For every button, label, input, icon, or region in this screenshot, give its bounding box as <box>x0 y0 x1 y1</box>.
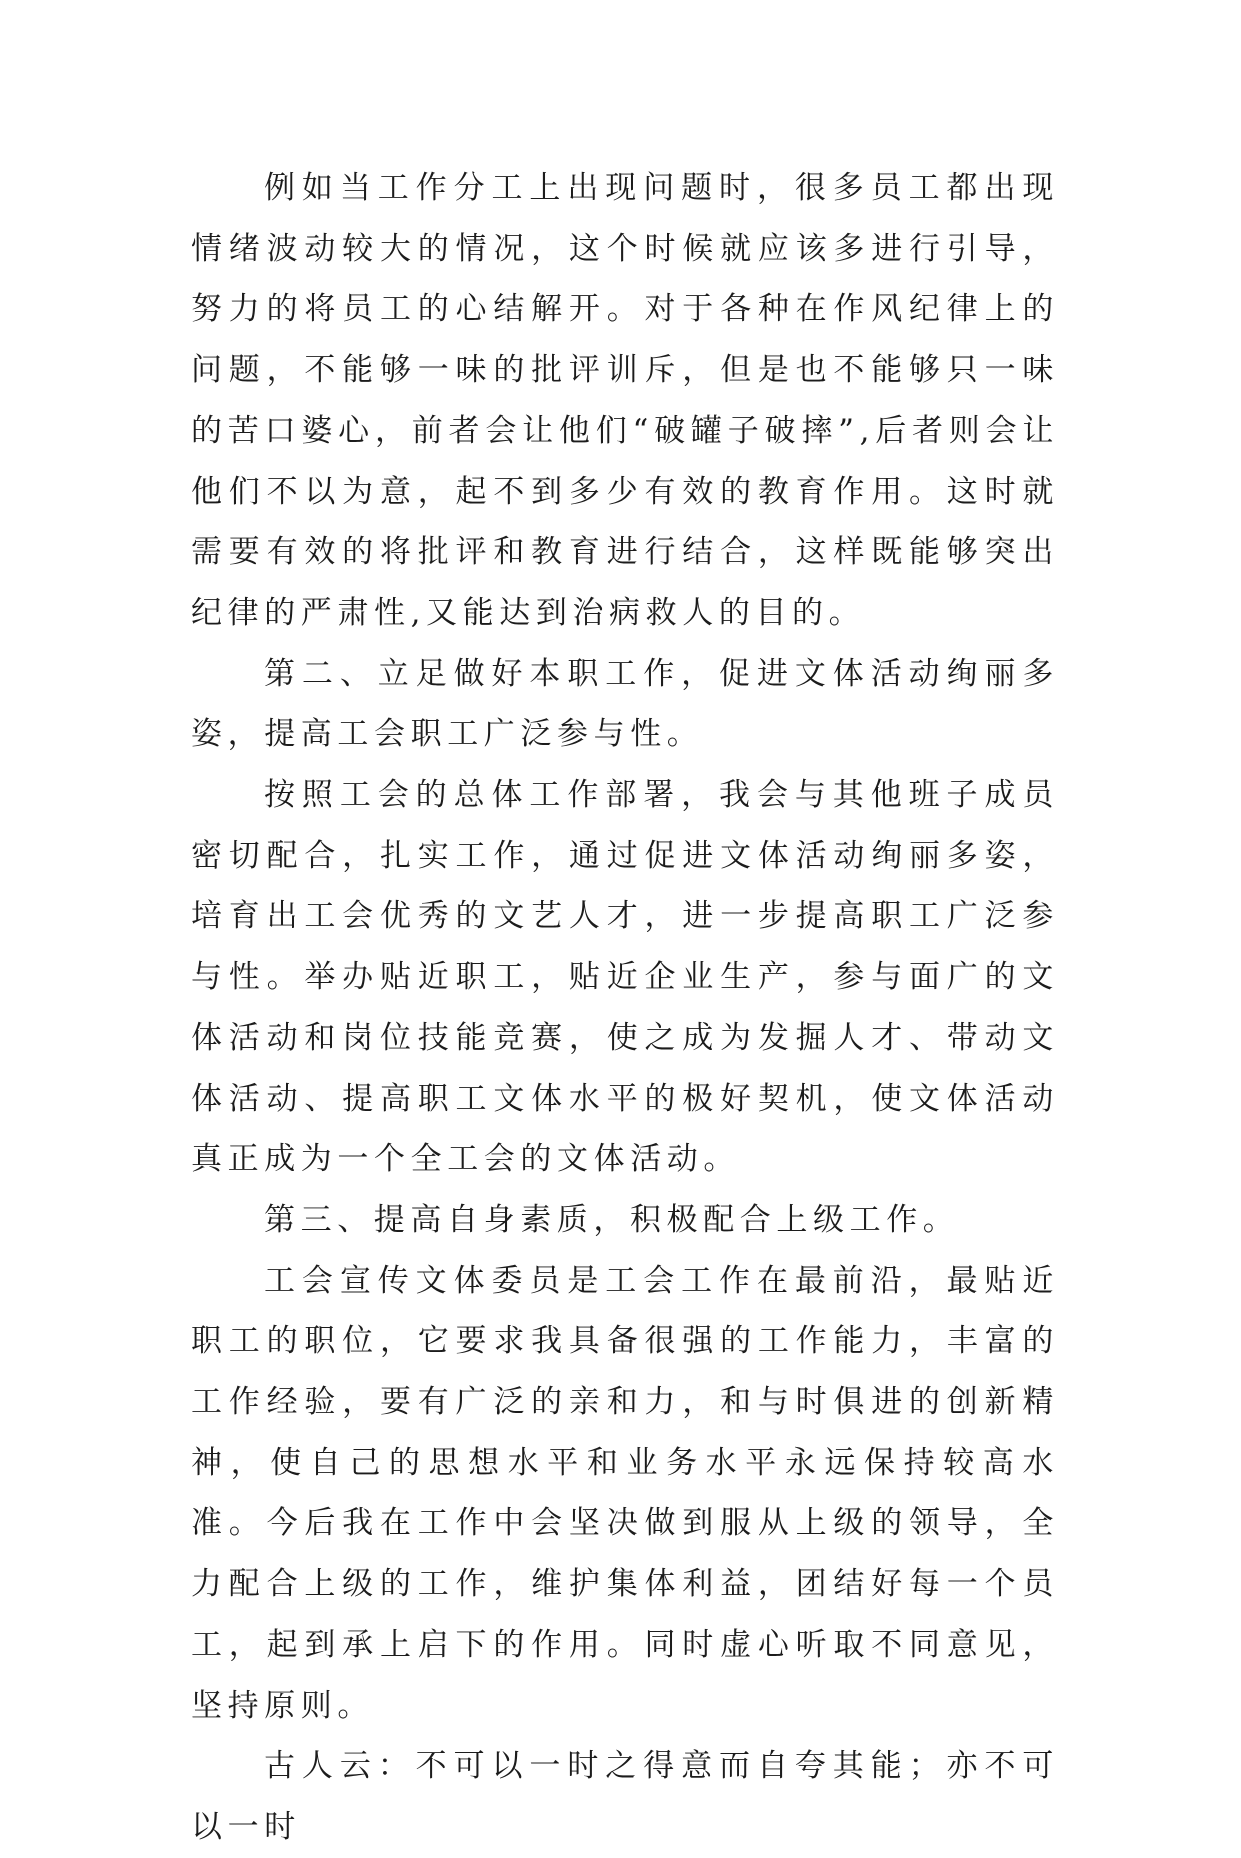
document-body <box>191 158 1059 1858</box>
paragraph-ancient-saying: 古人云：不可以一时之得意而自夸其能；亦不可以一时 <box>191 1748 1059 1845</box>
paragraph-self-improvement: 工会宣传文体委员是工会工作在最前沿，最贴近职工的职位，它要求我具备很强的工作能力，丰富的工作经验，要有广泛的亲和力，和与时俱进的创新精神，使自己的思想水平和业务水平永远保持较高水准。今后我在工作中会坚决做到服从上级的领导，全力配合上级的工作，维护集体利益，团结好每一个员工，起到承上启下的作用。同时虚心听取不同意见，坚持原则。 <box>191 1262 1059 1724</box>
paragraph-cultural-activities: 按照工会的总体工作部署，我会与其他班子成员密切配合，扎实工作，通过促进文体活动绚丽多姿，培育出工会优秀的文艺人才，进一步提高职工广泛参与性。举办贴近职工，贴近企业生产，参与面广的文体活动和岗位技能竞赛，使之成为发掘人才、带动文体活动、提高职工文体水平的极好契机，使文体活动真正成为一个全工会的文体活动。 <box>191 777 1059 1178</box>
paragraph-heading-third: 第三、提高自身素质，积极配合上级工作。 <box>264 1201 960 1238</box>
paragraph-heading-second: 第二、立足做好本职工作，促进文体活动绚丽多姿，提高工会职工广泛参与性。 <box>191 655 1059 753</box>
paragraph-criticism-and-education: 例如当工作分工上出现问题时，很多员工都出现情绪波动较大的情况，这个时候就应该多进行引导，努力的将员工的心结解开。对于各种在作风纪律上的问题，不能够一味的批评训斥，但是也不能够只一味的苦口婆心，前者会让他们“破罐子破摔”,后者则会让他们不以为意，起不到多少有效的教育作用。这时就需要有效的将批评和教育进行结合，这样既能够突出纪律的严肃性,又能达到治病救人的目的。 <box>191 170 1059 631</box>
